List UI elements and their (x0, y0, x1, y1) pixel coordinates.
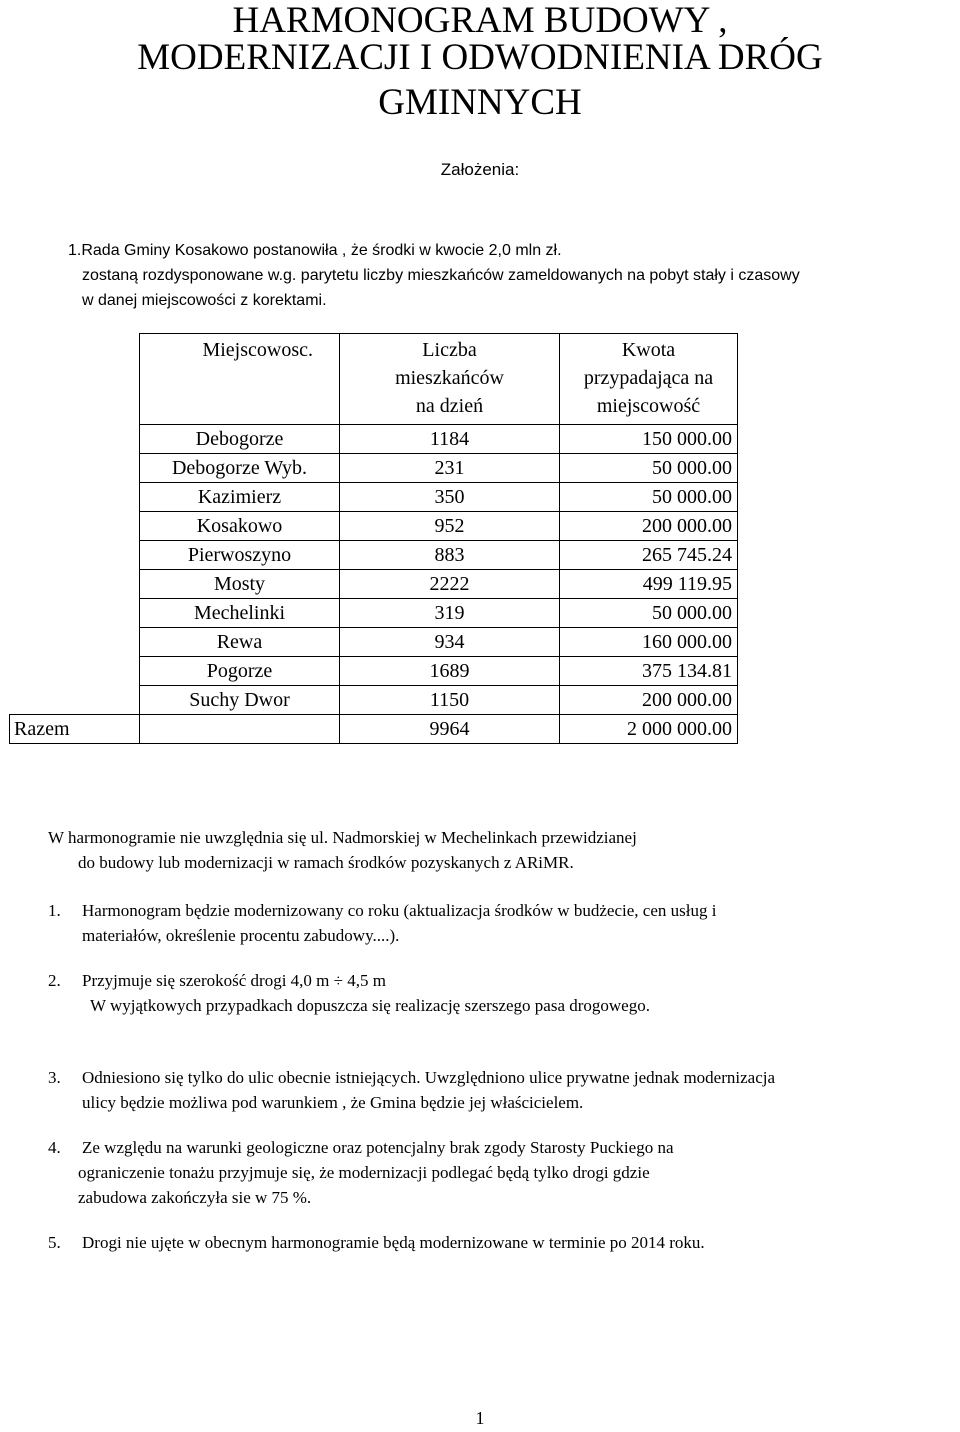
cell-residents: 350 (340, 483, 560, 512)
title-line-3: GMINNYCH (378, 82, 582, 123)
header-place-label: Miejscowosc. (202, 339, 313, 361)
row-spacer (10, 570, 140, 599)
cell-residents: 1150 (340, 686, 560, 715)
cell-amount: 150 000.00 (560, 425, 738, 454)
cell-place: Mechelinki (140, 599, 340, 628)
table-row (10, 686, 738, 715)
title-line-1: HARMONOGRAM BUDOWY , (232, 0, 728, 41)
cell-amount: 50 000.00 (560, 454, 738, 483)
cell-amount: 499 119.95 (560, 570, 738, 599)
total-residents: 9964 (340, 715, 560, 744)
table-row (10, 483, 738, 512)
cell-residents: 1689 (340, 657, 560, 686)
note-text: Odniesiono się tylko do ulic obecnie istniejących. Uwzględniono ulice prywatne jednak modernizacja (82, 1068, 776, 1087)
title-line-2: MODERNIZACJI I ODWODNIENIA DRÓG (137, 37, 823, 78)
cell-amount: 50 000.00 (560, 599, 738, 628)
note-number: 5. (48, 1233, 61, 1252)
row-spacer (10, 541, 140, 570)
intro-line-1: 1.Rada Gminy Kosakowo postanowiła , że środki w kwocie 2,0 mln zł. (68, 242, 562, 259)
cell-place: Pogorze (140, 657, 340, 686)
row-spacer (10, 657, 140, 686)
note-number: 4. (48, 1138, 61, 1157)
row-spacer (10, 686, 140, 715)
table-row (10, 599, 738, 628)
table-row (10, 512, 738, 541)
table-row (10, 454, 738, 483)
table-total-row (10, 715, 738, 744)
row-spacer (10, 628, 140, 657)
cell-amount: 200 000.00 (560, 512, 738, 541)
cell-amount: 50 000.00 (560, 483, 738, 512)
intro-line-3: w danej miejscowości z korektami. (82, 292, 327, 309)
notes-intro-line-2: do budowy lub modernizacji w ramach środków pozyskanych z ARiMR. (78, 853, 574, 872)
header-amount (560, 334, 738, 425)
note-text-cont: ulicy będzie możliwa pod warunkiem , że Gmina będzie jej właścicielem. (82, 1093, 584, 1112)
cell-place: Mosty (140, 570, 340, 599)
total-amount: 2 000 000.00 (560, 715, 738, 744)
note-text: Ze względu na warunki geologiczne oraz potencjalny brak zgody Starosty Puckiego na (82, 1138, 674, 1157)
header-amount-line-2: przypadająca na (583, 367, 714, 389)
cell-residents: 2222 (340, 570, 560, 599)
assumptions-heading: Założenia: (440, 160, 520, 179)
intro-line-2: zostaną rozdysponowane w.g. parytetu liczby mieszkańców zameldowanych na pobyt stały i czasowy (82, 267, 800, 284)
note-text: Przyjmuje się szerokość drogi 4,0 m ÷ 4,5 m (82, 971, 386, 990)
row-spacer (10, 454, 140, 483)
note-item-4 (48, 1135, 948, 1210)
cell-place: Pierwoszyno (140, 541, 340, 570)
note-text: Harmonogram będzie modernizowany co roku (aktualizacja środków w budżecie, cen usług i (82, 901, 717, 920)
note-text: Drogi nie ujęte w obecnym harmonogramie będą modernizowane w terminie po 2014 roku. (82, 1233, 705, 1252)
table-row (10, 657, 738, 686)
note-text-cont: materiałów, określenie procentu zabudowy....). (82, 926, 400, 945)
notes-intro-line-1: W harmonogramie nie uwzględnia się ul. Nadmorskiej w Mechelinkach przewidzianej (48, 828, 637, 847)
row-spacer (10, 599, 140, 628)
header-residents-line-1: Liczba (422, 339, 477, 361)
row-spacer (10, 512, 140, 541)
note-item-2 (48, 968, 948, 1018)
note-item-5 (48, 1230, 948, 1255)
cell-amount: 265 745.24 (560, 541, 738, 570)
cell-amount: 200 000.00 (560, 686, 738, 715)
cell-amount: 375 134.81 (560, 657, 738, 686)
note-item-1 (48, 898, 948, 948)
header-place (140, 334, 340, 425)
note-text-cont: W wyjątkowych przypadkach dopuszcza się realizację szerszego pasa drogowego. (90, 996, 650, 1015)
cell-place: Debogorze (140, 425, 340, 454)
cell-place: Suchy Dwor (140, 686, 340, 715)
table-header-row (10, 334, 738, 425)
total-label: Razem (10, 715, 140, 744)
table-row (10, 541, 738, 570)
note-text-cont: zabudowa zakończyła sie w 75 %. (78, 1188, 312, 1207)
table-row (10, 570, 738, 599)
table-row (10, 425, 738, 454)
row-spacer (10, 425, 140, 454)
note-number: 3. (48, 1068, 61, 1087)
total-empty-cell (140, 715, 340, 744)
cell-place: Debogorze Wyb. (140, 454, 340, 483)
cell-residents: 934 (340, 628, 560, 657)
cell-residents: 1184 (340, 425, 560, 454)
cell-place: Rewa (140, 628, 340, 657)
allocation-table (9, 333, 738, 744)
cell-place: Kosakowo (140, 512, 340, 541)
table-row (10, 628, 738, 657)
header-amount-line-3: miejscowość (596, 395, 701, 417)
cell-residents: 231 (340, 454, 560, 483)
header-spacer (10, 334, 140, 425)
note-number: 2. (48, 971, 61, 990)
header-residents (340, 334, 560, 425)
header-residents-line-3: na dzień (415, 395, 484, 417)
note-text-cont: ograniczenie tonażu przyjmuje się, że modernizacji podlegać będą tylko drogi gdzie (78, 1163, 650, 1182)
note-number: 1. (48, 901, 61, 920)
cell-residents: 883 (340, 541, 560, 570)
header-residents-line-2: mieszkańców (395, 367, 504, 389)
notes-intro (48, 825, 948, 875)
cell-residents: 952 (340, 512, 560, 541)
row-spacer (10, 483, 140, 512)
cell-place: Kazimierz (140, 483, 340, 512)
page-number: 1 (475, 1408, 485, 1428)
intro-paragraph (68, 238, 948, 313)
note-item-3 (48, 1065, 948, 1115)
cell-residents: 319 (340, 599, 560, 628)
cell-amount: 160 000.00 (560, 628, 738, 657)
header-amount-line-1: Kwota (621, 339, 676, 361)
